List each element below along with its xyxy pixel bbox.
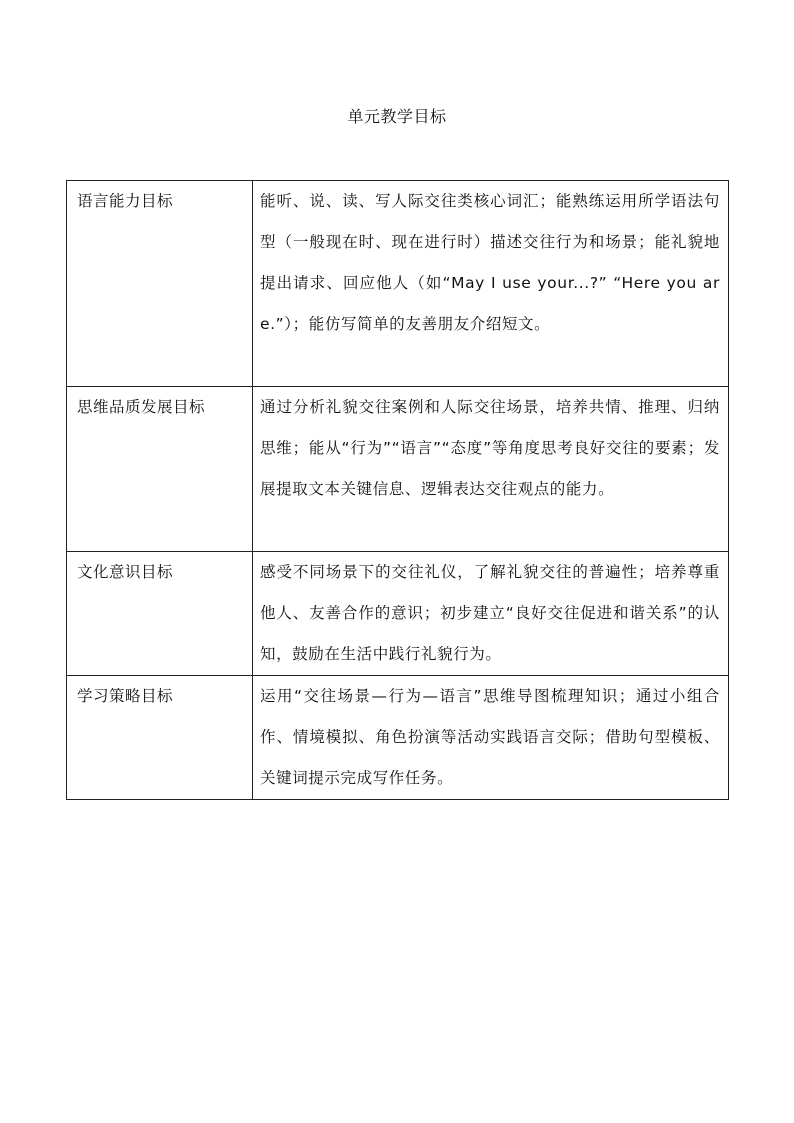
- table-row: [67, 181, 729, 387]
- objectives-table: [66, 180, 729, 800]
- objective-text-language: 能听、说、读、写人际交往类核心词汇；能熟练运用所学语法句型（一般现在时、现在进行时）描述交往行为和场景；能礼貌地提出请求、回应他人（如“May I use your...?” “Here you are.”）；能仿写简单的友善朋友介绍短文。: [253, 181, 729, 387]
- objective-text-thinking: 通过分析礼貌交往案例和人际交往场景，培养共情、推理、归纳思维；能从“行为”“语言”“态度”等角度思考良好交往的要素；发展提取文本关键信息、逻辑表达交往观点的能力。: [253, 387, 729, 552]
- page-title: 单元教学目标: [347, 107, 447, 126]
- objective-label-thinking: 思维品质发展目标: [67, 387, 253, 552]
- objective-label-culture: 文化意识目标: [67, 552, 253, 676]
- table-row: [67, 676, 729, 800]
- objective-label-strategy: 学习策略目标: [67, 676, 253, 800]
- objective-text-strategy: 运用“交往场景—行为—语言”思维导图梳理知识；通过小组合作、情境模拟、角色扮演等活动实践语言交际；借助句型模板、关键词提示完成写作任务。: [253, 676, 729, 800]
- table-row: [67, 387, 729, 552]
- objective-label-language: 语言能力目标: [67, 181, 253, 387]
- objective-text-culture: 感受不同场景下的交往礼仪，了解礼貌交往的普遍性；培养尊重他人、友善合作的意识；初步建立“良好交往促进和谐关系”的认知，鼓励在生活中践行礼貌行为。: [253, 552, 729, 676]
- table-row: [67, 552, 729, 676]
